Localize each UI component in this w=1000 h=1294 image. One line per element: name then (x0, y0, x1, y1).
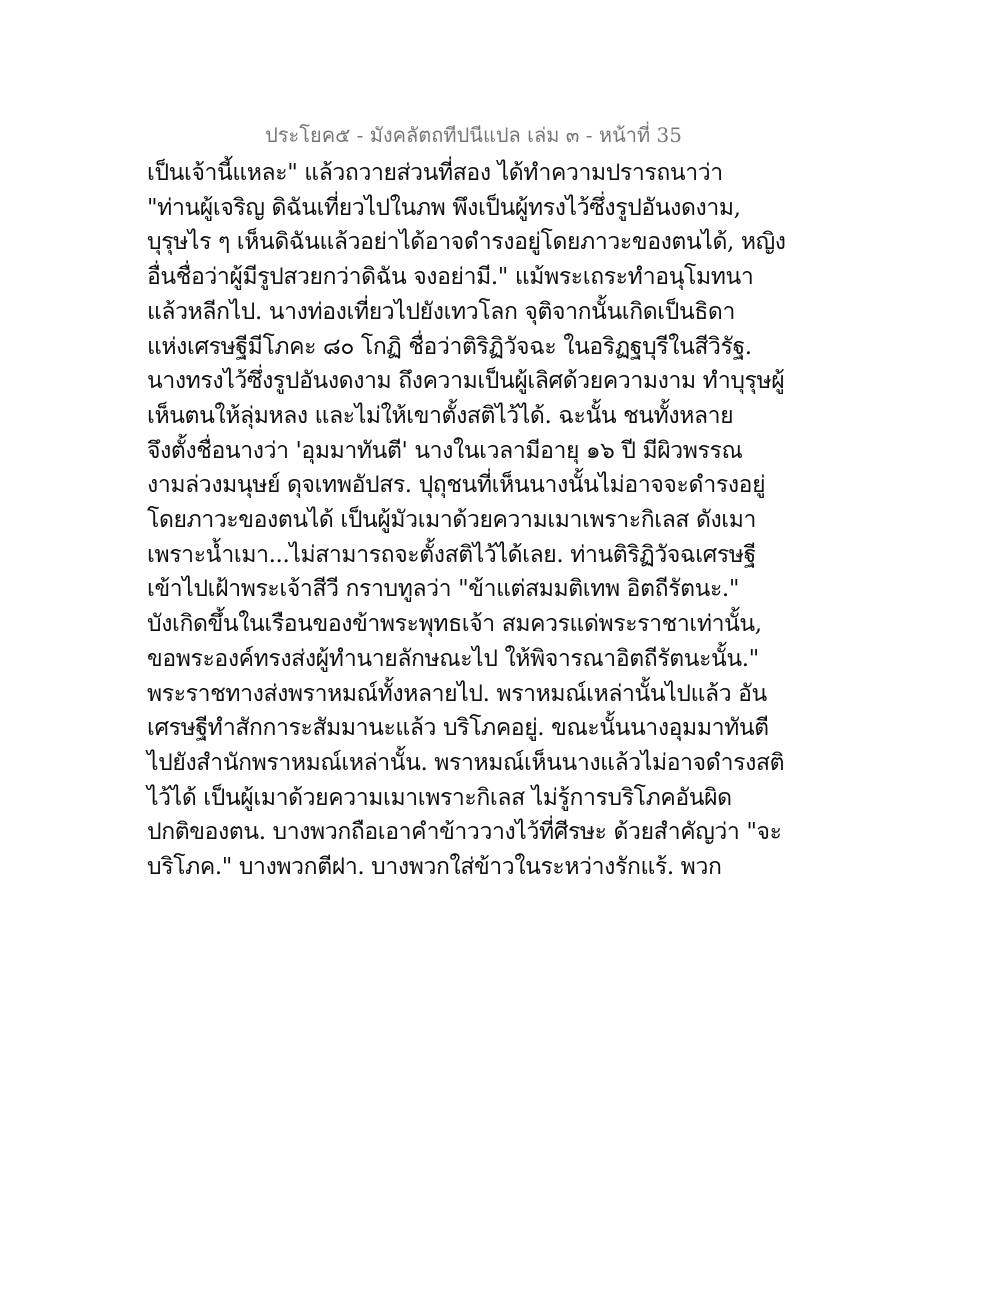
text-line: โดยภาวะของตนได้ เป็นผู้มัวเมาด้วยความเมาเพราะกิเลส ดังเมา (147, 507, 757, 534)
text-line: "ท่านผู้เจริญ ดิฉันเที่ยวไปในภพ พึงเป็นผู้ทรงไว้ซึ่งรูปอันงดงาม, (147, 194, 741, 221)
running-header: ประโยค๕ - มังคลัตถทีปนีแปล เล่ม ๓ - หน้าที่ 35 (265, 123, 682, 147)
text-line: พระราชทางส่งพราหมณ์ทั้งหลายไป. พราหมณ์เหล่านั้นไปแล้ว อัน (147, 680, 767, 707)
text-line: บุรุษไร ๆ เห็นดิฉันแล้วอย่าได้อาจดำรงอยู่โดยภาวะของตนได้, หญิง (147, 229, 786, 256)
text-line: นางทรงไว้ซึ่งรูปอันงดงาม ถึงความเป็นผู้เลิศด้วยความงาม ทำบุรุษผู้ (147, 368, 785, 395)
text-line: เห็นตนให้ลุ่มหลง และไม่ให้เขาตั้งสติไว้ได้. ฉะนั้น ชนทั้งหลาย (147, 402, 734, 429)
text-line: เพราะน้ำเมา...ไม่สามารถจะตั้งสติไว้ได้เลย. ท่านติริฏิวัจฉเศรษฐี (147, 541, 756, 568)
body-text (147, 156, 786, 885)
text-line: เศรษฐีทำสักการะสัมมานะแล้ว บริโภคอยู่. ขณะนั้นนางอุมมาทันตี (147, 715, 769, 742)
text-line: เป็นเจ้านี้แหละ" แล้วถวายส่วนที่สอง ได้ทำความปรารถนาว่า (147, 160, 723, 186)
text-line: ไปยังสำนักพราหมณ์เหล่านั้น. พราหมณ์เห็นนางแล้วไม่อาจดำรงสติ (147, 749, 785, 776)
text-line: ไว้ได้ เป็นผู้เมาด้วยความเมาเพราะกิเลส ไม่รู้การบริโภคอันผิด (147, 784, 732, 811)
text-line: บริโภค." บางพวกตีฝา. บางพวกใส่ข้าวในระหว่างรักแร้. พวก (147, 854, 722, 881)
text-line: แห่งเศรษฐีมีโภคะ ๘๐ โกฏิ ชื่อว่าติริฏิวัจฉะ ในอริฏฐบุรีในสีวิรัฐ. (147, 333, 752, 360)
text-line: ปกติของตน. บางพวกถือเอาคำข้าววางไว้ที่ศีรษะ ด้วยสำคัญว่า "จะ (147, 819, 782, 846)
text-line: จึงตั้งชื่อนางว่า 'อุมมาทันตี' นางในเวลามีอายุ ๑๖ ปี มีผิวพรรณ (147, 437, 743, 464)
text-line: งามล่วงมนุษย์ ดุจเทพอัปสร. ปุถุชนที่เห็นนางนั้นไม่อาจจะดำรงอยู่ (147, 472, 766, 499)
text-line: เข้าไปเฝ้าพระเจ้าสีวี กราบทูลว่า "ข้าแต่สมมติเทพ อิตถีรัตนะ." (147, 576, 739, 603)
text-line: บังเกิดขึ้นในเรือนของข้าพระพุทธเจ้า สมควรแด่พระราชาเท่านั้น, (147, 611, 762, 638)
text-line: อื่นชื่อว่าผู้มีรูปสวยกว่าดิฉัน จงอย่ามี." แม้พระเถระทำอนุโมทนา (147, 264, 754, 291)
text-line: แล้วหลีกไป. นางท่องเที่ยวไปยังเทวโลก จุติจากนั้นเกิดเป็นธิดา (147, 298, 735, 325)
text-line: ขอพระองค์ทรงส่งผู้ทำนายลักษณะไป ให้พิจารณาอิตถีรัตนะนั้น." (147, 645, 759, 672)
